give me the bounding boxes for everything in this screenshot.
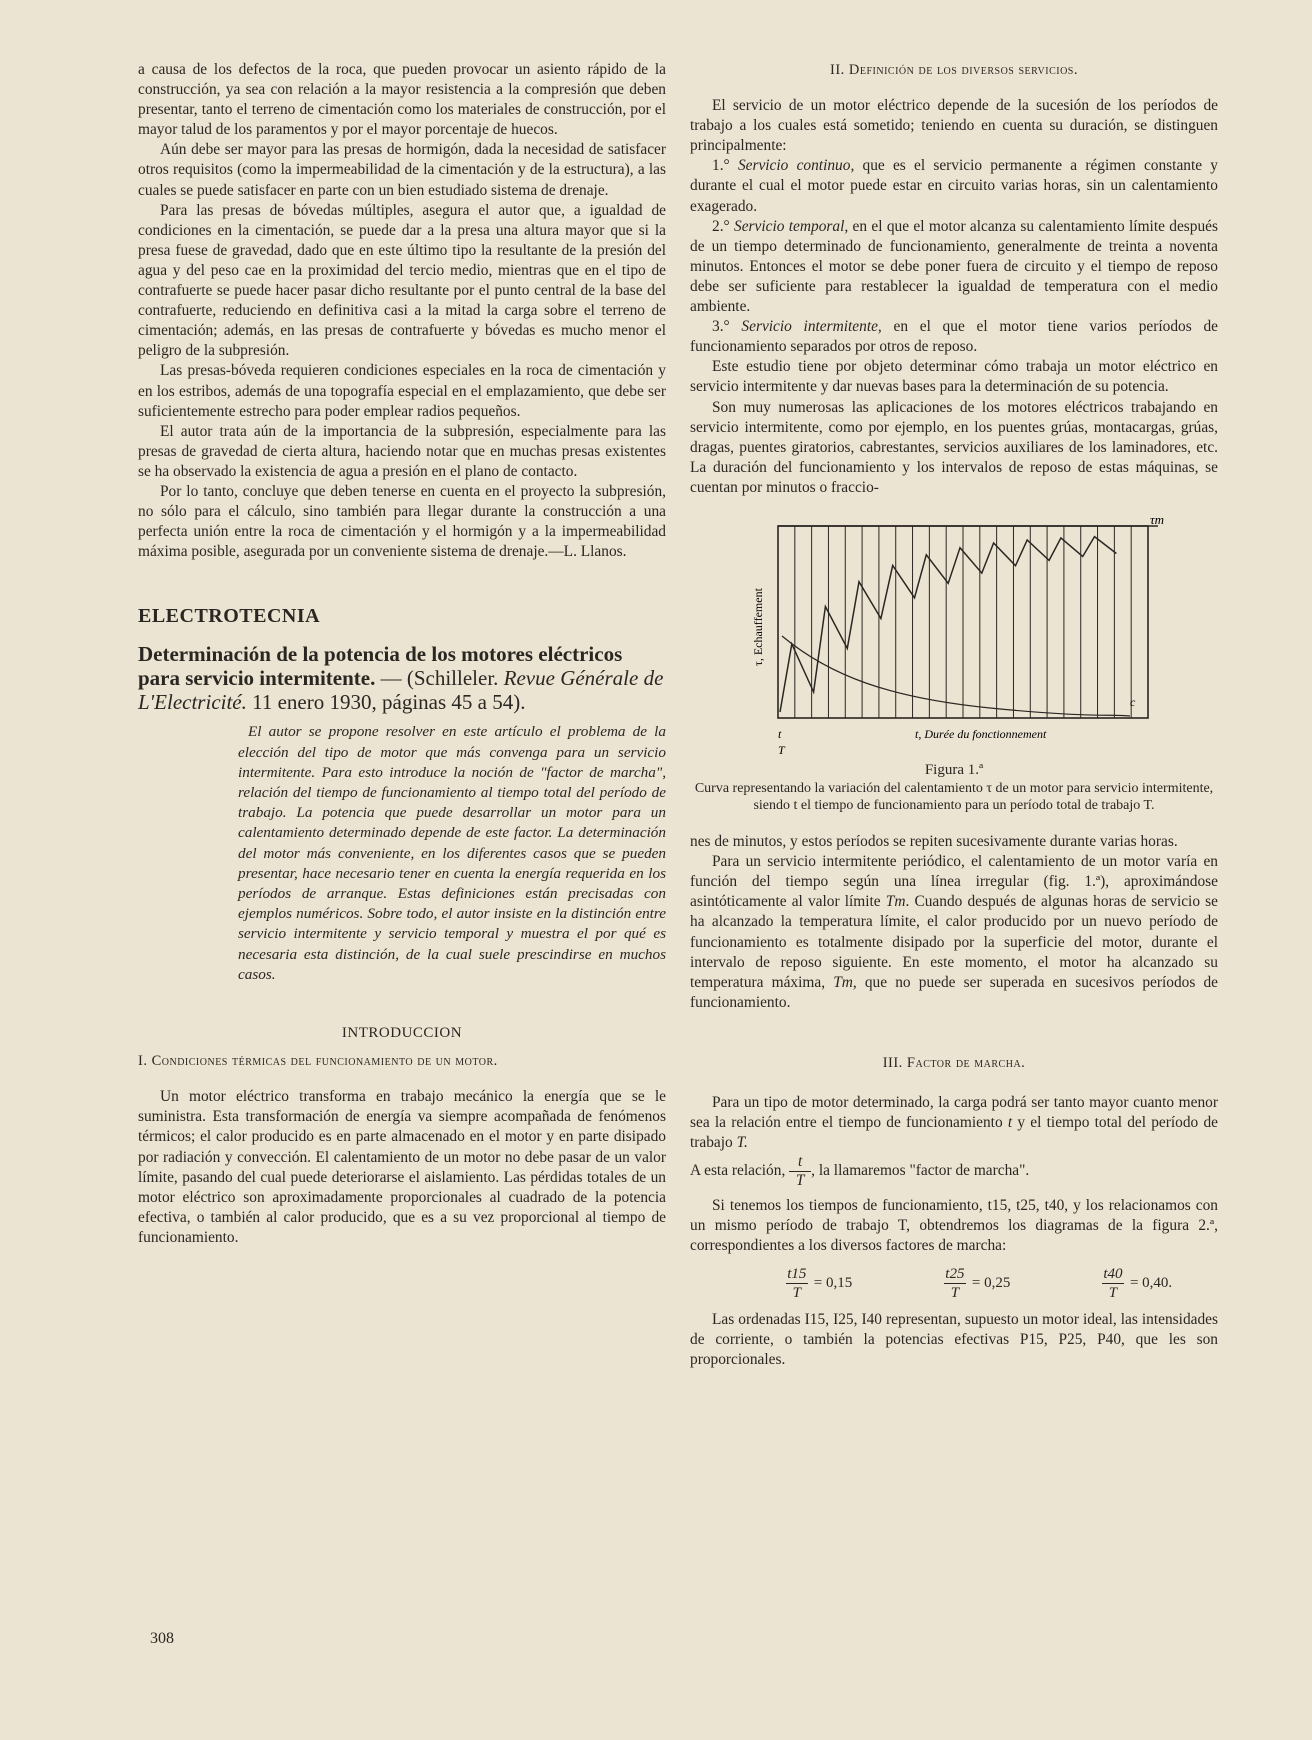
paragraph: Por lo tanto, concluye que deben tenerse en cuenta en el proyecto la subpresión, no sólo para el cálculo, sino también para llegar durante la construcción a una perfecta unión entre la roca de cimentación y el hormigón y a la impermeabilidad máxima posible, asegurada por un conveniente sistema de drenaje.—L. Llanos. <box>138 482 666 561</box>
paragraph <box>690 1153 1218 1190</box>
label-tm: τm <box>1150 515 1165 527</box>
article-author: — (Schilleler. <box>375 666 504 691</box>
text-span: , la llamaremos "factor de marcha". <box>811 1162 1030 1180</box>
formula-value: = 0,15 <box>813 1275 853 1292</box>
fraction-num: t40 <box>1103 1265 1123 1282</box>
page-number: 308 <box>150 1630 174 1647</box>
symbol-tm: Tm <box>833 973 853 991</box>
fraction-num: t15 <box>787 1265 807 1282</box>
right-column <box>690 60 1218 1370</box>
paragraph: Las presas-bóveda requieren condiciones especiales en la roca de cimentación y en los estribos, además de una topografía especial en el emplazamiento, que debe ser suficientemente estrecho para poder emplear radios pequeños. <box>138 362 666 420</box>
formula-value: = 0,40. <box>1129 1275 1173 1292</box>
item-number: 3.° <box>712 318 730 336</box>
paragraph: Este estudio tiene por objeto determinar cómo trabaja un motor eléctrico en servicio intermitente y dar nuevas bases para la determinación de su potencia. <box>690 358 1218 396</box>
list-item <box>690 156 1218 216</box>
heating-curve-diagram <box>690 516 1218 756</box>
item-term: Servicio temporal, <box>734 217 849 235</box>
label-c: c <box>1130 694 1136 709</box>
fraction <box>1102 1265 1124 1302</box>
formula <box>944 1265 1010 1302</box>
fraction-t-over-T <box>789 1153 811 1190</box>
abstract: El autor se propone resolver en este artículo el problema de la elección del tipo de motor que más convenga para un servicio intermitente. Para esto introduce la noción de "factor de marcha", relación del tiempo de funcionamiento al tiempo total del período de trabajo. La potencia que puede desarrollar un motor para un calentamiento determinado depende de este factor. La determinación del motor más conveniente, en los diferentes casos que se pueden presentar, hace necesario tener en cuenta la energía requerida en los períodos de arranque. Estas definiciones están precisadas con ejemplos numéricos. Sobre todo, el autor insiste en la distinción entre servicio intermitente y servicio temporal y muestra el por qué es necesaria esta distinción, de la cual suele prescindirse en muchos casos. <box>238 723 666 983</box>
fraction-num: t <box>798 1153 803 1171</box>
heating-zigzag-curve <box>780 537 1116 712</box>
fraction-den: T <box>1108 1284 1118 1301</box>
formula-value: = 0,25 <box>971 1275 1011 1292</box>
paragraph: Son muy numerosas las aplicaciones de los motores eléctricos trabajando en servicio intermitente, como por ejemplo, en los puentes grúas, montacargas, grúas, dragas, puentes giratorios, cabrestantes, servicios auxiliares de los laminadores, etc. La duración del funcionamiento y los intervalos de reposo de estas máquinas, se cuentan por minutos o fraccio- <box>690 398 1218 496</box>
fraction <box>944 1265 966 1302</box>
text-span: , que no puede ser superada en sucesivos períodos de funcionamiento. <box>690 973 1218 1011</box>
symbol-t: t <box>1007 1114 1013 1132</box>
list-item <box>690 317 1218 357</box>
paragraph <box>690 852 1218 1013</box>
intro-heading: INTRODUCCION <box>341 1025 463 1042</box>
article-journal: Revue Générale de L'Electricité. <box>138 666 664 715</box>
item-number: 2.° <box>712 217 730 235</box>
paragraph: Aún debe ser mayor para las presas de hormigón, dada la necesidad de satisfacer otros requisitos (como la impermeabilidad de la cimentación y de la estructura), a las cuales se puede satisfacer en parte con un bien estudiado sistema de drenaje. <box>138 141 666 199</box>
label-t: t <box>778 726 782 741</box>
left-column <box>138 60 666 1248</box>
item-text: que es el servicio permanente a régimen constante y durante el cual el motor puede estar en circuito varias horas, sin un calentamiento exagerado. <box>690 157 1218 215</box>
item-term: Servicio intermitente, <box>741 318 882 336</box>
formula-row <box>740 1265 1218 1302</box>
paragraph <box>690 1093 1218 1153</box>
article-ref: 11 enero 1930, páginas 45 a 54). <box>246 690 526 715</box>
item-number: 1.° <box>712 157 730 175</box>
symbol-tm: Tm <box>885 893 906 911</box>
figure-caption: Curva representando la variación del calentamiento τ de un motor para servicio intermitente, siendo t el tiempo de funcionamiento para un período total de trabajo T. <box>694 781 1214 814</box>
article-title <box>138 642 666 714</box>
label-y-axis: τ, Echauffement <box>751 588 765 666</box>
symbol-T: T. <box>736 1134 748 1152</box>
section-heading-2: II. Definición de los diversos servicios. <box>830 62 1078 78</box>
text-span: y el tiempo total del período de trabajo <box>690 1114 1218 1152</box>
paragraph: nes de minutos, y estos períodos se repiten sucesivamente durante varias horas. <box>690 833 1178 851</box>
paragraph: El servicio de un motor eléctrico depende de la sucesión de los períodos de trabajo a los cuales está sometido; teniendo en cuenta su duración, se distinguen principalmente: <box>690 97 1218 155</box>
paragraph: Para las presas de bóvedas múltiples, asegura el autor que, a igualdad de condiciones en la cimentación, se puede dar a la presa una altura mayor que si la presa fuese de gravedad, dado que en este último tipo la resultante de la presión del agua y del peso cae en la proximidad del tercio medio, mientras que en el tipo de contrafuerte se puede hacer pasar dicho resultante por el punto central de la base del contrafuerte, reduciendo en definitiva casi a la mitad la carga sobre el terreno de cimentación; además, en las presas de contrafuerte y bóvedas es mucho menor el peligro de la subpresión. <box>138 201 666 360</box>
section-title: ELECTROTECNIA <box>138 605 321 628</box>
formula <box>786 1265 852 1302</box>
section-heading-1: I. Condiciones térmicas del funcionamiento de un motor. <box>138 1053 498 1070</box>
text-span: A esta relación, <box>690 1162 790 1180</box>
figure-title: Figura 1.ª <box>924 761 984 778</box>
paragraph: El autor trata aún de la importancia de la subpresión, especialmente para las presas de gravedad de cierta altura, haciendo notar que en muchas presas existentes se ha observado la existencia de agua a presión en el plano de contacto. <box>138 422 666 480</box>
section-heading-3: III. Factor de marcha. <box>882 1054 1026 1071</box>
fraction-den: T <box>950 1284 960 1301</box>
paragraph: a causa de los defectos de la roca, que pueden provocar un asiento rápido de la construcción, ya sea con relación a la mayor resistencia a la compresión que deben presentar, tanto el terreno de cimentación como los materiales de construcción, por el mayor talud de los paramentos y por el mayor porcentaje de huecos. <box>138 61 666 139</box>
paragraph: Un motor eléctrico transforma en trabajo mecánico la energía que se le suministra. Esta transformación de energía va siempre acompañada de fenómenos térmicos; el calor producido es en parte almacenado en el motor y en parte disipado por radiación y convección. El calentamiento de un motor no debe pasar de un valor límite, pasando del cual puede deteriorarse el aislamiento. Las pérdidas totales de un motor eléctrico son aproximadamente proporcionales al cuadrado de la potencia efectiva, o también al calor producido, que es a su vez proporcional al tiempo de funcionamiento. <box>138 1088 666 1246</box>
figure-1 <box>690 516 1218 756</box>
text-span: Para un tipo de motor determinado, la carga podrá ser tanto mayor cuanto menor sea la relación entre el tiempo de funcionamiento <box>690 1094 1218 1132</box>
paragraph: Las ordenadas I15, I25, I40 representan, supuesto un motor ideal, las intensidades de corriente, o también la potencias efectivas P15, P25, P40, que les son proporcionales. <box>690 1310 1218 1368</box>
text-span: Para un servicio intermitente periódico, el calentamiento de un motor varía en función del tiempo según una línea irregular (fig. 1.ª), aproximándose asintóticamente al valor límite <box>690 853 1218 911</box>
item-text: en el que el motor alcanza su calentamiento límite después de un tiempo determinado de funcionamiento, generalmente de treinta a noventa minutos. Entonces el motor se debe poner fuera de circuito y el tiempo de reposo debe ser suficiente para restablecer la igualdad de temperatura con el medio ambiente. <box>690 217 1218 316</box>
label-x-axis: t, Durée du fonctionnement <box>915 726 1047 741</box>
list-item <box>690 217 1218 317</box>
label-T: T <box>778 742 785 756</box>
item-term: Servicio continuo, <box>737 157 855 175</box>
formula <box>1102 1265 1172 1302</box>
item-text: en el que el motor tiene varios períodos de funcionamiento separados por otros de reposo. <box>690 318 1218 356</box>
article-title-text: Determinación de la potencia de los motores eléctricos para servicio intermitente. <box>138 642 623 691</box>
fraction-den: T <box>795 1172 805 1190</box>
text-span: . Cuando después de algunas horas de servicio se ha alcanzado la temperatura límite, el calor producido por un nuevo período de funcionamiento es totalmente disipado por la superficie del motor, durante el intervalo de reposo siguiente. En este momento, el motor ha alcanzado su temperatura máxima, <box>690 893 1218 991</box>
cooling-curve <box>782 636 1130 716</box>
fraction-num: t25 <box>945 1265 965 1282</box>
fraction-den: T <box>792 1284 801 1301</box>
fraction <box>786 1265 808 1302</box>
paragraph: Si tenemos los tiempos de funcionamiento, t15, t25, t40, y los relacionamos con un mismo período de trabajo T, obtendremos los diagramas de la figura 2.ª, correspondientes a los diversos factores de marcha: <box>690 1197 1218 1255</box>
